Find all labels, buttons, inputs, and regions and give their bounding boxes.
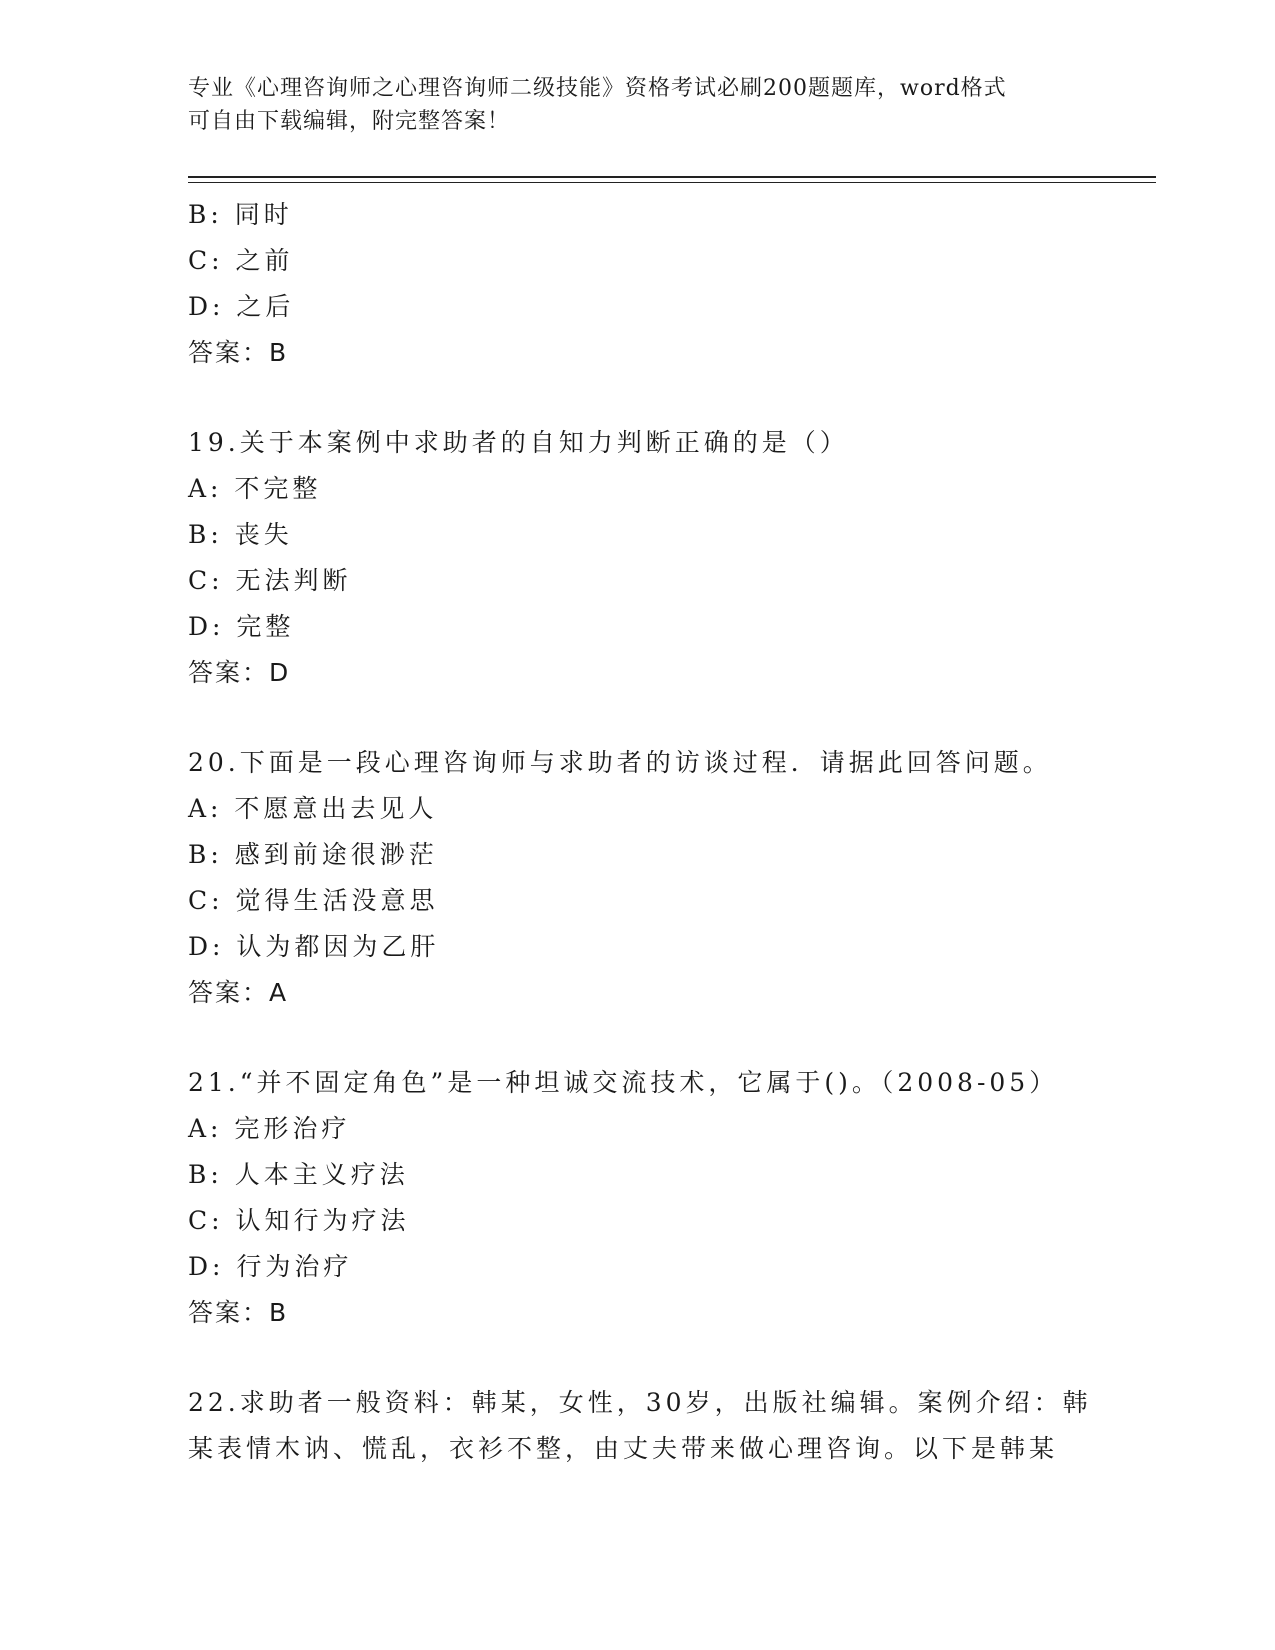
option-a: A: 不愿意出去见人 <box>188 794 438 823</box>
answer-line: 答案：A <box>188 978 289 1007</box>
header-divider-thick <box>188 176 1156 178</box>
answer-line: 答案：B <box>188 338 289 367</box>
page-header <box>188 72 1088 138</box>
question-22 <box>188 1380 1156 1472</box>
option-c: C: 之前 <box>188 246 294 275</box>
answer-line: 答案：D <box>188 658 291 687</box>
option-a: A: 完形治疗 <box>188 1114 351 1143</box>
option-c: C: 无法判断 <box>188 566 352 595</box>
option-c: C: 觉得生活没意思 <box>188 886 439 915</box>
option-d: D: 行为治疗 <box>188 1252 353 1281</box>
header-line-1: 专业《心理咨询师之心理咨询师二级技能》资格考试必刷200题题库，word格式 <box>188 76 1007 101</box>
question-text-line-1: 22.求助者一般资料：韩某，女性，30岁，出版社编辑。案例介绍：韩 <box>188 1388 1092 1417</box>
option-d: D: 认为都因为乙肝 <box>188 932 440 961</box>
question-19 <box>188 420 1156 696</box>
question-text: 19.关于本案例中求助者的自知力判断正确的是（） <box>188 428 849 457</box>
question-text: 21.“并不固定角色”是一种坦诚交流技术，它属于()。（2008-05） <box>188 1068 1059 1097</box>
question-text-line-2: 某表情木讷、慌乱，衣衫不整，由丈夫带来做心理咨询。以下是韩某 <box>188 1434 1059 1463</box>
header-line-2: 可自由下载编辑，附完整答案！ <box>188 109 511 134</box>
header-divider-thin <box>188 182 1156 183</box>
option-a: A: 不完整 <box>188 474 322 503</box>
question-21 <box>188 1060 1156 1336</box>
option-c: C: 认知行为疗法 <box>188 1206 410 1235</box>
option-b: B: 人本主义疗法 <box>188 1160 409 1189</box>
answer-line: 答案：B <box>188 1298 289 1327</box>
question-text: 20.下面是一段心理咨询师与求助者的访谈过程．请据此回答问题。 <box>188 748 1052 777</box>
question-18-tail <box>188 192 1156 376</box>
option-d: D: 完整 <box>188 612 295 641</box>
question-list <box>188 192 1156 1472</box>
option-b: B: 丧失 <box>188 520 293 549</box>
option-d: D: 之后 <box>188 292 295 321</box>
option-b: B: 同时 <box>188 200 293 229</box>
option-b: B: 感到前途很渺茫 <box>188 840 438 869</box>
question-20 <box>188 740 1156 1016</box>
